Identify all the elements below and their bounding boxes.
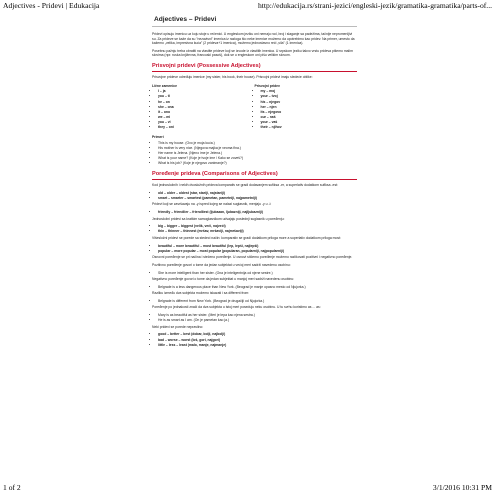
list-item: • bad – worse – worst (loš, gori, najgori) xyxy=(158,338,357,343)
possessive-intro: Prisvojne pridevе određuju imenice (my sister, his book, their house). Prisvojni pridevi imaju sledeće oblike: xyxy=(152,74,313,79)
examples-heading: Primeri xyxy=(152,135,164,140)
note-y-ending: Pridevi koji se završavaju na -y ispred kojeg se nalazi suglasnik, menjaju -y u -i: xyxy=(152,202,272,207)
list-item: • we – mi xyxy=(158,115,255,120)
list-item: • my – moj xyxy=(261,89,358,94)
list-item: • old – older – oldest (star, stariji, najstariji) xyxy=(158,191,357,196)
print-footer xyxy=(3,483,492,493)
personal-pronoun-list xyxy=(152,89,255,130)
comparison-list-more-most xyxy=(152,244,357,254)
difference-examples xyxy=(152,299,357,304)
equality-examples xyxy=(152,313,357,323)
list-item: • it – ono xyxy=(158,110,255,115)
pronoun-columns xyxy=(152,84,357,133)
comparison-list-double xyxy=(152,224,357,234)
list-item: • Mary is as beautiful as her sister. (Meri je lepa kao njena sestra.) xyxy=(158,313,357,318)
list-item: • little – less – least (malo, manje, najmanje) xyxy=(158,343,357,348)
paragraph-equality: Poređenje po jednakosti znači da dva subjekta u istoj meri poseduju neku osobinu. U tu svrhu koristimo as ... as: xyxy=(152,305,321,310)
column-heading: Lične zamenice xyxy=(152,83,178,88)
note-double-consonant: Jednosložni pridevi sa kratkim samoglasnikom udvajaju poslednji suglasnik u poređenju: xyxy=(152,216,285,221)
list-item: • popular – more popular – most popular (popularan, popularniji, najpopularniji) xyxy=(158,249,357,254)
possessive-adjective-column xyxy=(255,84,358,133)
page-counter: 1 of 2 xyxy=(3,483,21,492)
irregular-list xyxy=(152,332,357,347)
paragraph-positive: Pozitivno poređenje govori o tome da jedan subjektat u većoj meri sadrži navedenu osobinu: xyxy=(152,262,291,267)
print-header-title: Adjectives - Pridevi | Edukacija xyxy=(3,1,100,10)
print-header-url: http://edukacija.rs/strani-jezici/engleski-jezik/gramatika-gramatika/parts-of... xyxy=(257,1,492,10)
list-item: • your – vaš xyxy=(261,120,358,125)
comparison-intro: Kod jednosložnih i nekih dvosložnih prideva komparativ se gradi dodavanjem sufiksa -er, a superlativ dodatkom sufiksa -est: xyxy=(152,183,339,187)
list-item: • Her name is Jelena. (Njeno ime je Jelena.) xyxy=(158,151,357,156)
list-item: • her – njen xyxy=(261,105,358,110)
comparison-list-er-est xyxy=(152,191,357,201)
list-item: • What is his job? (Koje je njegovo zanimanje?) xyxy=(158,161,357,166)
list-item: • our – naš xyxy=(261,115,358,120)
section-title-comparison: Poređenje prideva (Comparisons of Adjectives) xyxy=(152,171,357,180)
section-title-possessive: Prisvojni pridevi (Possessive Adjectives) xyxy=(152,63,357,72)
note-more-most: Višesložni pridevi se porede sa stedeci način: komparativ se gradi dodatkom priloga more a superlativ dodatkom priloga most: xyxy=(152,235,341,240)
list-item: • smart – smarter – smartest (pametan, pametniji, najpametniji) xyxy=(158,196,357,201)
list-item: • they – oni xyxy=(158,125,255,130)
list-item: • He is as smart as I am. (On je pametan kao ja.) xyxy=(158,318,357,323)
list-item: • Belgrade is a less dangerous place than New York. (Beograd je manje opasno mesto od Njujorka.) xyxy=(158,285,357,290)
list-item: • big – bigger – biggest (velik, veći, najveći) xyxy=(158,224,357,229)
personal-pronoun-column xyxy=(152,84,255,133)
list-item: • you – vi xyxy=(158,120,255,125)
list-item: • its – njegovo xyxy=(261,110,358,115)
page-content xyxy=(152,14,357,349)
list-item: • you – ti xyxy=(158,94,255,99)
list-item: • His mother is very nice. (Njegova majka je veoma fina.) xyxy=(158,146,357,151)
list-item: • She is more intelligent than her sister. (Ona je inteligentnija od njene sestre.) xyxy=(158,271,357,276)
examples-list xyxy=(152,141,357,166)
print-timestamp: 3/1/2016 10:31 PM xyxy=(432,483,492,492)
intro-paragraph-1: Pridevi opisuju imenicu uz koju stoje u rečenici. U engleskom jeziku oni nemaju rod, broj i slaganje sa padežima, tačnije nepromenljivi su. Za pridevе se kaže da su "nezavisni" imenica iz razloga što neke imenice možemo da upotrebimo kao pridev. Na primer, umesto da kažemo „velika, impresivna kuća" (2 pridevа+1 imenica), možemo jednostavno reći „vila" (1 imenica). xyxy=(152,32,355,46)
list-item: • What is your name? (Koje je tvoje ime / Kako se zoveš?) xyxy=(158,156,357,161)
list-item: • friendly – friendlier – friendliest (ljubazan, ljubazniji, najljubazniji) xyxy=(158,210,357,215)
paragraph-comparison-types: Osnovni poređenje se pri načina i stečeno poređenje. U osnovi stičemo poređenje možemo razlikovati pozitivni i negativno poređenje. xyxy=(152,255,353,260)
paragraph-irregular: Neki pridevi se porede nepravilno: xyxy=(152,324,204,329)
intro-paragraph-2: Posebnu pažnju treba obratiti na vlastite pridevе koji se izvode iz vlastitih imenica. U srpskom jeziku takvo vrstu pridevа pišemo malim slovima (npr. ruska književna, francuski pasoš), dok se u engleskom oni pišu velikim slovom. xyxy=(152,48,353,58)
page-title: Adjectives – Pridevi xyxy=(152,14,357,27)
list-item: • she – ona xyxy=(158,105,255,110)
column-heading: Prisvojni pridev xyxy=(254,83,280,88)
possessive-adjective-list xyxy=(255,89,358,130)
positive-examples xyxy=(152,271,357,276)
list-item: • his – njegov xyxy=(261,100,358,105)
paragraph-negative: Negativno poređenje govori o tome da jedan subjektat u manjoj meri sadrži navedenu osobinu: xyxy=(152,277,295,282)
list-item: • I – ja xyxy=(158,89,255,94)
list-item: • beautiful – more beautiful – most beautiful (lep, lepši, najlepši) xyxy=(158,244,357,249)
negative-examples xyxy=(152,285,357,290)
list-item: • This is my house. (Ovo je moja kuća.) xyxy=(158,141,357,146)
paragraph-difference: Razliku između dva subjekta možemo iskazati i sa different from: xyxy=(152,291,250,296)
list-item: • Belgrade is different from New York. (Beograd je drugačiji od Njujorka.) xyxy=(158,299,357,304)
print-header xyxy=(3,1,492,11)
list-item: • good – better – best (dobar, bolji, najbolji) xyxy=(158,332,357,337)
list-item: • your – tvoj xyxy=(261,94,358,99)
list-item: • he – on xyxy=(158,100,255,105)
comparison-list-y xyxy=(152,210,357,215)
list-item: • thin – thinner – thinnest (mršav, mršaviji, najmršaviji) xyxy=(158,229,357,234)
list-item: • their – njihov xyxy=(261,125,358,130)
